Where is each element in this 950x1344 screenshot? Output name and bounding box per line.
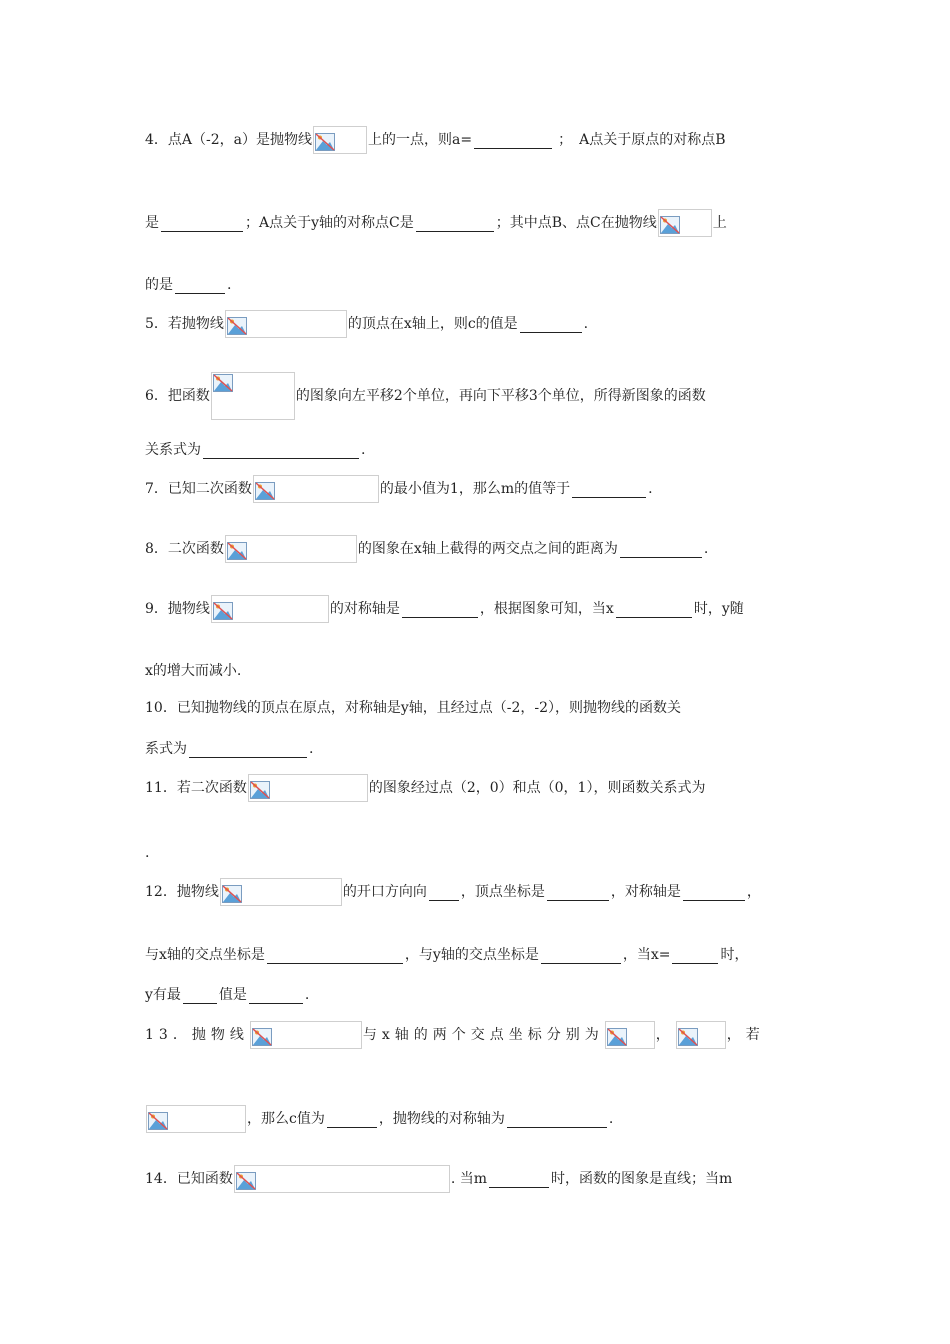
q6-line-1: [145, 372, 706, 420]
answer-blank[interactable]: [616, 601, 692, 618]
answer-blank[interactable]: [175, 277, 225, 294]
answer-blank[interactable]: [249, 987, 303, 1004]
q6-line-2: [145, 435, 365, 465]
q6-text-d: .: [361, 442, 366, 458]
q7-text-c: .: [648, 481, 653, 497]
broken-image-icon: [225, 535, 357, 563]
q13-line-2: [145, 1104, 613, 1134]
q12-text-c: ，顶点坐标是: [460, 884, 545, 900]
broken-image-icon: [234, 1165, 450, 1193]
answer-blank[interactable]: [474, 132, 552, 149]
answer-blank[interactable]: [189, 741, 307, 758]
q9-line-2: [145, 656, 241, 686]
answer-blank[interactable]: [267, 947, 403, 964]
broken-image-icon: [253, 475, 379, 503]
q11-text-a: 11．若二次函数: [145, 780, 247, 796]
broken-image-icon: [313, 126, 367, 154]
q4-text-h: 的是: [145, 277, 173, 293]
q8-text-c: .: [703, 541, 709, 557]
q7-text-a: 7．已知二次函数: [145, 481, 252, 497]
answer-blank[interactable]: [507, 1111, 607, 1128]
answer-blank[interactable]: [402, 601, 478, 618]
q5-text-a: 5．若抛物线: [145, 316, 224, 332]
q7-line: [145, 474, 653, 504]
answer-blank[interactable]: [327, 1111, 377, 1128]
q9-text-a: 9．抛物线: [145, 601, 210, 617]
q11-text-b: 的图象经过点（2，0）和点（0，1），则函数关系式为: [368, 780, 706, 796]
q12-text-l: .: [304, 987, 310, 1003]
q13-text-g: .: [608, 1111, 614, 1127]
broken-image-icon: [658, 209, 712, 237]
q10-text-c: .: [309, 741, 314, 757]
q12-line-1: [145, 877, 761, 907]
q9-text-b: 的对称轴是: [329, 601, 400, 617]
q10-text-a: 10．已知抛物线的顶点在原点，对称轴是y轴，且经过点（-2，-2），则抛物线的函数关: [145, 700, 681, 716]
q4-text-d: 是: [145, 215, 159, 231]
q5-text-c: .: [583, 316, 589, 332]
q6-text-a: 6．把函数: [145, 388, 210, 404]
q10-line-2: [145, 734, 313, 764]
broken-image-icon: [248, 774, 368, 802]
q14-text-b: . 当m: [450, 1171, 488, 1187]
broken-image-icon: [211, 372, 295, 420]
q12-line-3: [145, 980, 309, 1010]
q7-text-b: 的最小值为1，那么m的值等于: [379, 481, 571, 497]
q13-text-d: ，若: [726, 1027, 765, 1043]
q9-line-1: [145, 594, 744, 624]
q12-text-e: ，: [746, 884, 761, 900]
q6-text-b: 的图象向左平移2个单位，再向下平移3个单位，所得新图象的函数: [295, 388, 706, 404]
q5-line: [145, 309, 588, 339]
q12-text-k: 值是: [218, 987, 247, 1003]
answer-blank[interactable]: [672, 947, 718, 964]
broken-image-icon: [225, 310, 347, 338]
q14-text-a: 14．已知函数: [145, 1171, 233, 1187]
q4-text-g: 上: [712, 215, 727, 231]
answer-blank[interactable]: [620, 541, 702, 558]
q5-text-b: 的顶点在x轴上，则c的值是: [347, 316, 518, 332]
answer-blank[interactable]: [416, 215, 494, 232]
q9-text-c: ，根据图象可知，当x: [479, 601, 614, 617]
broken-image-icon: [220, 878, 342, 906]
q12-text-g: ，与y轴的交点坐标是: [404, 947, 539, 963]
q12-text-d: ，对称轴是: [610, 884, 681, 900]
answer-blank[interactable]: [520, 316, 582, 333]
answer-blank[interactable]: [489, 1171, 549, 1188]
q8-line: [145, 534, 708, 564]
q8-text-b: 的图象在x轴上截得的两交点之间的距离为: [357, 541, 618, 557]
q13-text-f: ，抛物线的对称轴为: [378, 1111, 505, 1127]
q4-text-i: .: [227, 277, 232, 293]
q12-text-h: ，当x=: [622, 947, 671, 963]
broken-image-icon: [676, 1021, 726, 1049]
q4-line-2: [145, 208, 727, 238]
q9-text-d: 时，y随: [693, 601, 744, 617]
q11-text-c: .: [145, 845, 150, 861]
q13-text-b: 与x轴的两个交点坐标分别为: [362, 1027, 604, 1043]
q4-text-a: 4．点A（-2，a）是抛物线: [145, 132, 313, 148]
q11-line-1: [145, 773, 705, 803]
answer-blank[interactable]: [572, 481, 646, 498]
q13-text-a: 13．抛物线: [145, 1027, 249, 1043]
q10-line-1: [145, 693, 681, 723]
q4-text-f: ；其中点B、点C在抛物线: [495, 215, 657, 231]
answer-blank[interactable]: [183, 987, 217, 1004]
q12-line-2: [145, 940, 748, 970]
q4-text-b: 上的一点，则a=: [368, 132, 473, 148]
q4-line-1: [145, 125, 726, 155]
q10-text-b: 系式为: [145, 741, 187, 757]
q13-text-e: ，那么c值为: [247, 1111, 325, 1127]
answer-blank[interactable]: [203, 442, 359, 459]
q4-text-c: ； A点关于原点的对称点B: [558, 132, 726, 148]
q8-text-a: 8．二次函数: [145, 541, 224, 557]
answer-blank[interactable]: [429, 884, 459, 901]
q12-text-i: 时，: [720, 947, 749, 963]
q12-text-a: 12．抛物线: [145, 884, 219, 900]
q14-text-c: 时，函数的图象是直线；当m: [551, 1171, 733, 1187]
q14-line: [145, 1164, 732, 1194]
broken-image-icon: [211, 595, 329, 623]
q12-text-b: 的开口方向向: [342, 884, 427, 900]
broken-image-icon: [250, 1021, 362, 1049]
answer-blank[interactable]: [161, 215, 243, 232]
answer-blank[interactable]: [683, 884, 745, 901]
q13-line-1: [145, 1020, 765, 1050]
q6-text-c: 关系式为: [145, 442, 201, 458]
broken-image-icon: [146, 1105, 246, 1133]
q11-line-2: [145, 838, 149, 868]
q12-text-f: 与x轴的交点坐标是: [145, 947, 265, 963]
q4-text-e: ；A点关于y轴的对称点C是: [245, 215, 414, 231]
answer-blank[interactable]: [541, 947, 621, 964]
q9-text-e: x的增大而减小.: [145, 663, 242, 679]
q13-text-c: ，: [655, 1027, 675, 1043]
q12-text-j: y有最: [145, 987, 181, 1003]
q4-line-3: [145, 270, 231, 300]
broken-image-icon: [605, 1021, 655, 1049]
answer-blank[interactable]: [547, 884, 609, 901]
